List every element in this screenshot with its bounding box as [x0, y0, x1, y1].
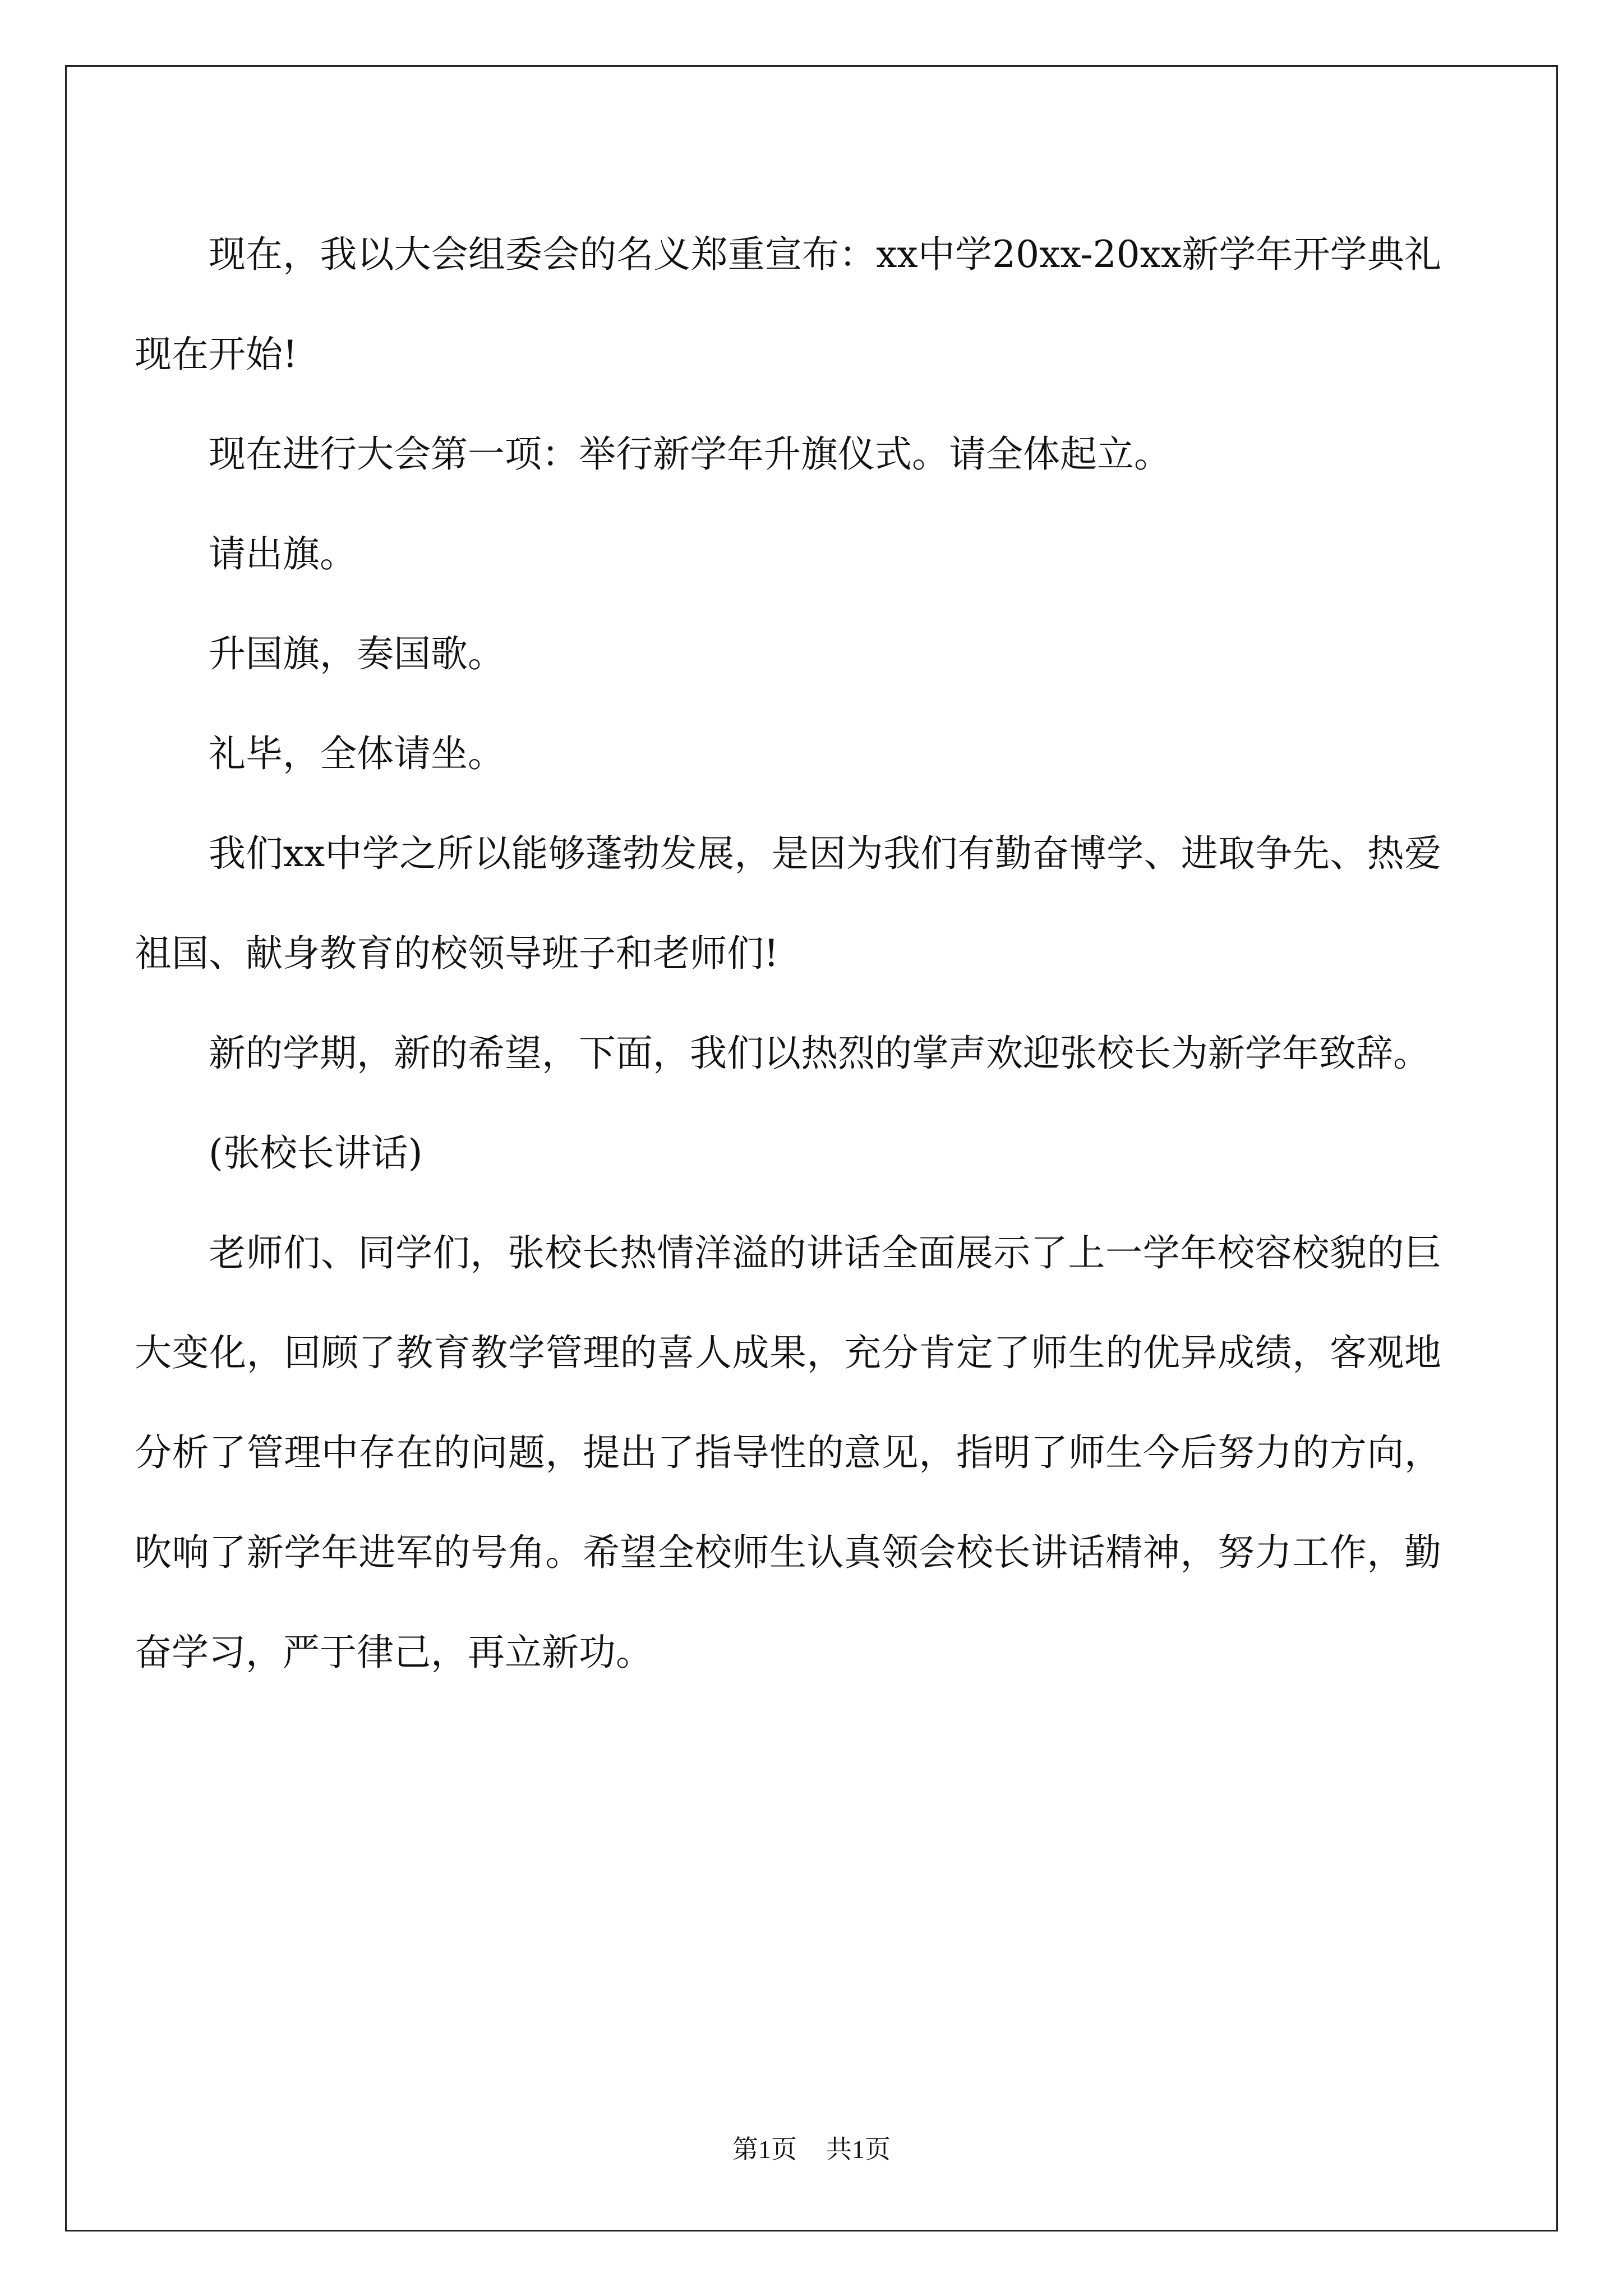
page-number: 第1页 [732, 2135, 797, 2164]
paragraph-principal-speech-note: (张校长讲话) [209, 1131, 423, 1175]
page-footer [0, 2129, 1623, 2166]
paragraph-speech-summary: 老师们、同学们，张校长热情洋溢的讲话全面展示了上一学年校容校貌的巨大变化，回顾了教育教学管理的喜人成果，充分肯定了师生的优异成绩，客观地分析了管理中存在的问题，提出了指导性的意见，指明了师生今后努力的方向，吹响了新学年进军的号角。希望全校师生认真领会校长讲话精神，努力工作，勤奋学习，严于律己，再立新功。 [135, 1231, 1441, 1674]
paragraph-welcome-principal: 新的学期，新的希望，下面，我们以热烈的掌声欢迎张校长为新学年致辞。 [209, 1032, 1430, 1075]
paragraph-first-item: 现在进行大会第一项：举行新学年升旗仪式。请全体起立。 [209, 432, 1171, 476]
paragraph-flag-out: 请出旗。 [209, 532, 357, 576]
paragraph-school-development: 我们xx中学之所以能够蓬勃发展，是因为我们有勤奋博学、进取争先、热爱祖国、献身教育的校领导班子和老师们! [135, 832, 1441, 975]
document-body [135, 205, 1441, 1703]
paragraph-opening-announcement: 现在，我以大会组委会的名义郑重宣布：xx中学20xx-20xx新学年开学典礼现在开始! [135, 233, 1441, 376]
page-total: 共1页 [826, 2135, 891, 2164]
paragraph-anthem: 升国旗，奏国歌。 [209, 632, 505, 675]
paragraph-be-seated: 礼毕，全体请坐。 [209, 732, 505, 775]
